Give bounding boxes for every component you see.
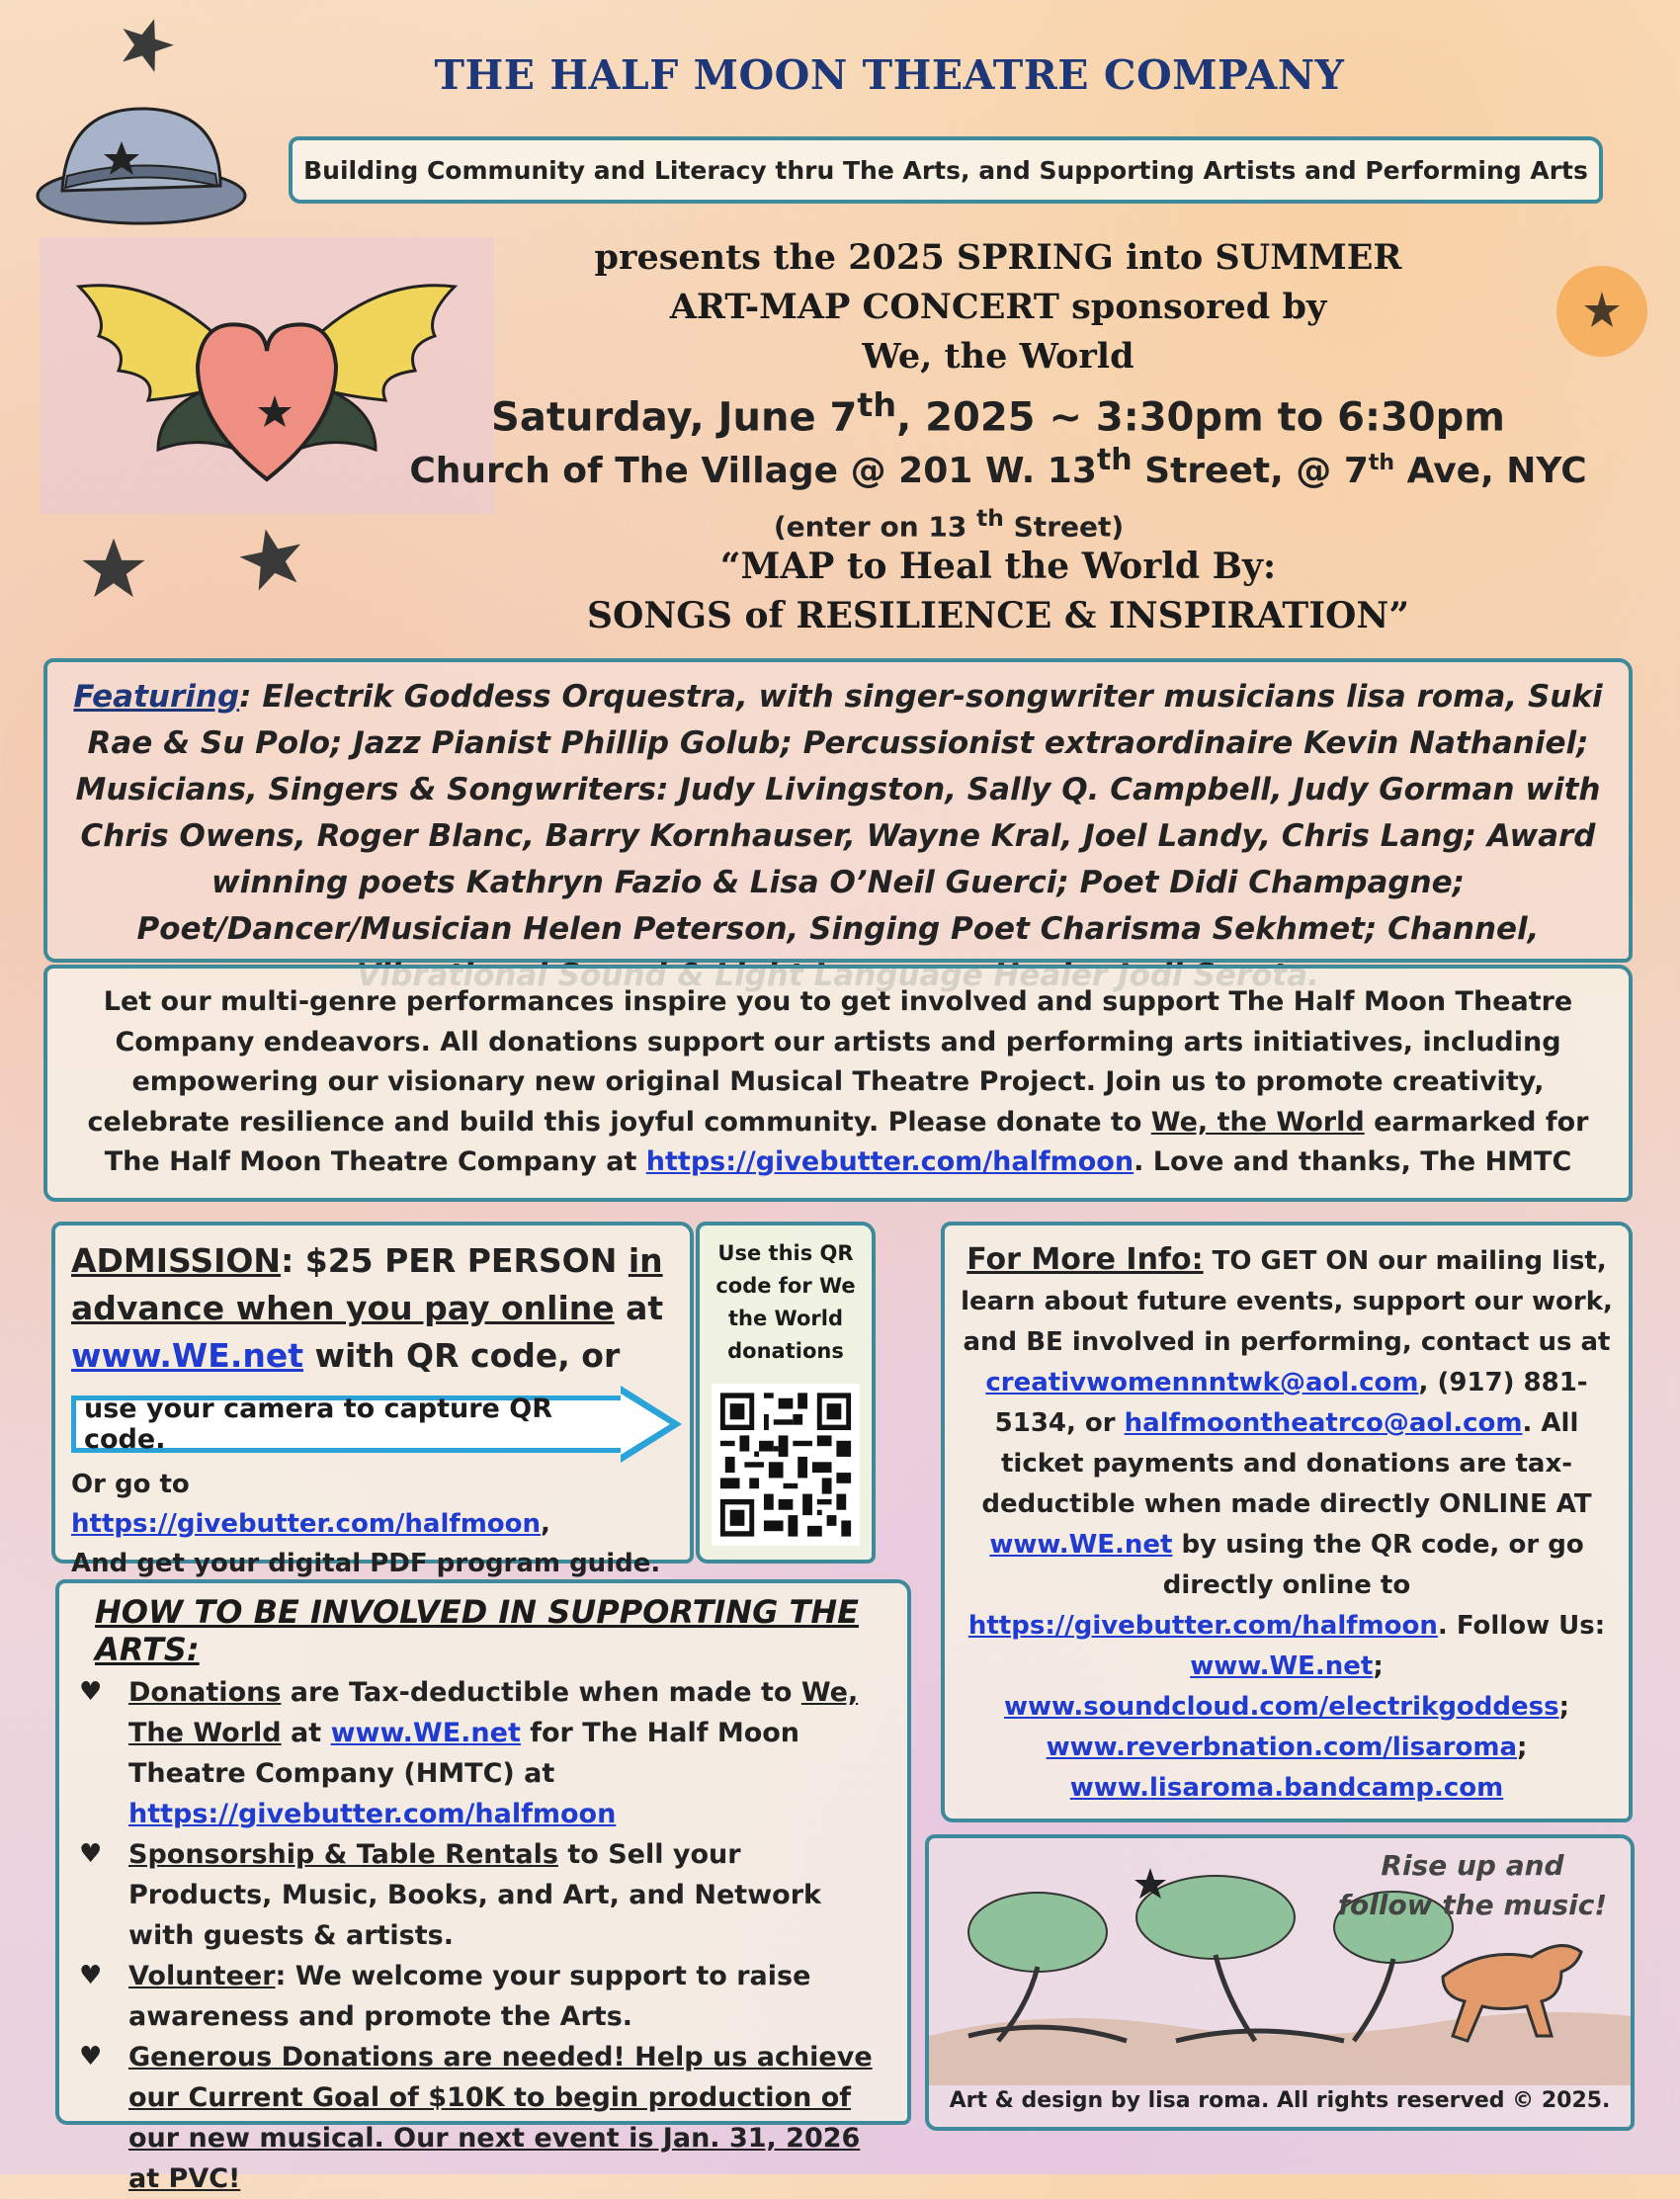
- company-title: THE HALF MOON THEATRE COMPANY: [434, 51, 1345, 99]
- more-info-section: [941, 1222, 1633, 1822]
- event-entry-note: (enter on 13 $^{th}$ Street): [773, 504, 1125, 544]
- featuring-text: [67, 674, 1609, 999]
- tagline: Building Community and Literacy thru The Arts, and Supporting Artists and Performing Arts: [303, 155, 1588, 185]
- star-icon: [79, 534, 148, 603]
- featuring-section: [43, 658, 1633, 963]
- reverbnation-link[interactable]: www.reverbnation.com/lisaroma: [1046, 1733, 1517, 1762]
- we-the-world-name: We, the World: [1150, 1106, 1365, 1138]
- admission-text: ADMISSION: $25 PER PERSON in advance when you pay online at www.WE.net with QR code, or: [71, 1241, 664, 1375]
- heart-bullet-icon: ♥: [79, 1677, 103, 1707]
- admission-section: [51, 1222, 694, 1578]
- event-venue: Church of The Village @ 201 W. 13th Street, @ 7th Ave, NYC: [409, 443, 1587, 491]
- art-credit: Art & design by lisa roma. All rights reserved © 2025.: [949, 2088, 1611, 2113]
- donation-message-section: [43, 965, 1633, 1202]
- donation-message: Let our multi-genre performances inspire you to get involved and support The Half Moon Theatre Company endeavors. All donations support our artists and performing arts initiatives, including empowering our visionary new original Musical Theatre Project. Join us to promote creativity, celebrate resilience and build this joyful community. Please donate to We, the World earmarked for The Half Moon Theatre Company at https://givebutter.com/halfmoon. Love and thanks, The HMTC: [87, 986, 1589, 1177]
- qr-caption: Use this QR code for We the World donations: [715, 1241, 856, 1363]
- heart-bullet-icon: ♥: [79, 1839, 103, 1869]
- qr-code-icon[interactable]: [712, 1384, 860, 1546]
- theme-line-1: “MAP to Heal the World By:: [719, 546, 1277, 587]
- more-info-text: For More Info: TO GET ON our mailing list, learn about future events, support our work, and BE involved in performing, contact us at creativwomennntwk@aol.com, (917) 881-5134, or halfmoontheatrco@aol.com. All ticket payments and donations are tax-deductible when made directly ONLINE AT www.WE.net by using the QR code, or go directly online to https://givebutter.com/halfmoon. Follow Us: www.WE.net; www.soundcloud.com/electrikgoddess; www.reverbnation.com/lisaroma; www.lisaroma.bandcamp.com: [961, 1242, 1613, 1803]
- event-presents: [425, 233, 1571, 381]
- artwork-section: [925, 1834, 1635, 2131]
- list-item: ♥ Sponsorship & Table Rentals to Sell your Products, Music, Books, and Art, and Network with guests & artists.: [75, 1834, 891, 1956]
- we-net-link[interactable]: www.WE.net: [1190, 1651, 1374, 1681]
- list-item: ♥ Generous Donations are needed! Help us achieve our Current Goal of $10K to begin production of our new musical. Our next event is Jan. 31, 2026 at PVC!: [75, 2037, 891, 2199]
- event-theme: [415, 542, 1581, 640]
- list-item: ♥ Volunteer: We welcome your support to raise awareness and promote the Arts.: [75, 1956, 891, 2037]
- email-link-halfmoontheatrco[interactable]: halfmoontheatrco@aol.com: [1124, 1408, 1523, 1438]
- tagline-banner: [289, 136, 1603, 204]
- heart-bullet-icon: ♥: [79, 1961, 103, 1990]
- rise-up-caption: Rise up and follow the music!: [1337, 1849, 1608, 1921]
- we-net-link[interactable]: www.WE.net: [330, 1718, 521, 1748]
- bandcamp-link[interactable]: www.lisaroma.bandcamp.com: [1069, 1773, 1504, 1803]
- presents-line-1: presents the 2025 SPRING into SUMMER: [594, 237, 1402, 278]
- program-guide-text: Or go to https://givebutter.com/halfmoon, And get your digital PDF program guide.: [71, 1470, 661, 1578]
- givebutter-link[interactable]: https://givebutter.com/halfmoon: [71, 1509, 542, 1539]
- involvement-title: HOW TO BE INVOLVED IN SUPPORTING THE ARTS:: [95, 1593, 859, 1668]
- givebutter-link[interactable]: https://givebutter.com/halfmoon: [967, 1611, 1438, 1641]
- camera-instruction: use your camera to capture QR code.: [84, 1394, 553, 1455]
- featuring-performers: : Electrik Goddess Orquestra, with singer-songwriter musicians lisa roma, Suki Rae & Su Polo; Jazz Pianist Phillip Golub; Percussionist extraordinaire Kevin Nathaniel; Musicians, Singers & Songwriters: Judy Livingston, Sally Q. Campbell, Judy Gorman with Chris Owens, Roger Blanc, Barry Kornhauser, Wayne Kral, Joel Landy, Chris Lang; Award winning poets Kathryn Fazio & Lisa O’Neil Guerci; Poet Didi Champagne; Poet/Dancer/Musician Helen Peterson, Singing Poet Charisma Sekhmet; Channel,: [75, 679, 1603, 947]
- we-net-link[interactable]: www.WE.net: [71, 1336, 304, 1375]
- involvement-section: [55, 1579, 911, 2194]
- givebutter-link[interactable]: https://givebutter.com/halfmoon: [128, 1799, 617, 1829]
- heart-bullet-icon: ♥: [79, 2042, 103, 2072]
- presents-line-2: ART-MAP CONCERT sponsored by: [669, 287, 1327, 327]
- admission-label: ADMISSION: [71, 1241, 282, 1280]
- camera-arrow: [71, 1390, 684, 1459]
- star-icon: [117, 14, 176, 73]
- theme-line-2: SONGS of RESILIENCE & INSPIRATION”: [586, 595, 1410, 636]
- soundcloud-link[interactable]: www.soundcloud.com/electrikgoddess: [1003, 1692, 1559, 1722]
- featuring-label: Featuring: [73, 679, 240, 715]
- involvement-list: [75, 1672, 891, 2199]
- presents-line-3: We, the World: [862, 336, 1134, 377]
- hat-illustration: [28, 87, 255, 235]
- more-info-label: For More Info:: [966, 1242, 1204, 1277]
- list-item: ♥ Donations are Tax-deductible when made to We, The World at www.WE.net for The Half Moon Theatre Company (HMTC) at https://givebutter.com/halfmoon: [75, 1672, 891, 1834]
- givebutter-link[interactable]: https://givebutter.com/halfmoon: [645, 1146, 1134, 1177]
- email-link-creativwomennntwk[interactable]: creativwomennntwk@aol.com: [985, 1368, 1419, 1397]
- event-date: Saturday, June 7th, 2025 ~ 3:30pm to 6:30pm: [491, 385, 1505, 441]
- we-net-link[interactable]: www.WE.net: [989, 1530, 1173, 1560]
- qr-section: [696, 1222, 876, 1564]
- star-icon: [237, 524, 306, 593]
